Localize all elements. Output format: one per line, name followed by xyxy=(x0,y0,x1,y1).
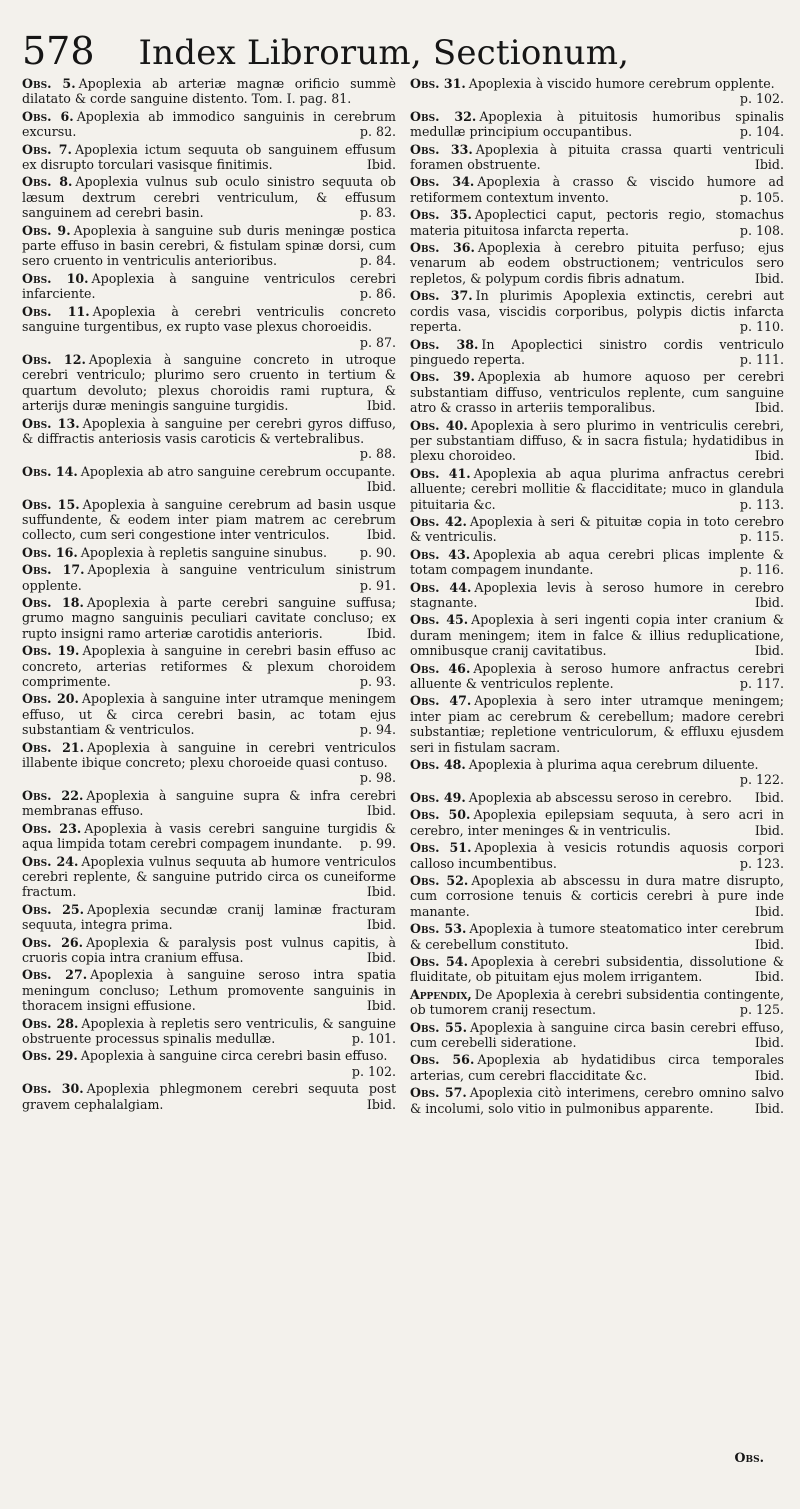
index-entry xyxy=(22,223,396,269)
entry-label: Obs. 38. xyxy=(410,336,479,352)
entry-text: Apoplexia à plurima aqua cerebrum diluente. xyxy=(468,757,759,773)
entry-label: Obs. 45. xyxy=(410,612,469,628)
entry-label: Obs. 40. xyxy=(410,417,468,433)
entry-label: Obs. 7. xyxy=(22,141,72,157)
entry-text: Apoplexia ab abscessu seroso in cerebro. xyxy=(468,789,732,805)
entry-page-ref: Ibid. xyxy=(366,803,396,819)
page-header xyxy=(22,14,784,73)
entry-text: De Apoplexia à cerebri subsidentia contingente, ob tumorem cranij resectum. xyxy=(410,986,784,1018)
index-entry xyxy=(22,1081,396,1112)
entry-label: Obs. 23. xyxy=(22,820,82,836)
entry-text: Apoplexia à parte cerebri sanguine suffusa; grumo magno sanguinis peculiari cavitate concluso; ex rupto insigni ramo arteriæ carotidis anterioris. xyxy=(22,595,396,641)
entry-label: Obs. 16. xyxy=(22,544,78,560)
index-entry xyxy=(22,76,396,107)
entry-page-ref: p. 101. xyxy=(351,1030,396,1046)
entry-text: Apoplexia ab abscessu in dura matre disrupto, cum corrosione tenuis & corticis cerebri à pure inde manante. xyxy=(410,872,784,919)
entry-label: Obs. 19. xyxy=(22,643,80,659)
entry-text: Apoplexia à sanguine supra & infra cerebri membranas effuso. xyxy=(22,787,396,819)
index-entry xyxy=(22,464,396,495)
entry-page-ref: p. 110. xyxy=(739,319,784,335)
entry-text: Apoplexia à cerebri ventriculis concreto sanguine turgentibus, ex rupto vase plexus choroeidis. xyxy=(22,303,396,335)
entry-text: Apoplexia à repletis sanguine sinubus. xyxy=(80,544,327,560)
index-entry xyxy=(410,1085,784,1116)
entry-page-ref: Ibid. xyxy=(754,1067,784,1083)
entry-page-ref: p. 122. xyxy=(739,772,784,788)
entry-text: Apoplexia à sanguine cerebrum ad basin usque suffundente, & eodem inter piam matrem ac cerebrum collecto, cum seri congestione inter ventriculos. xyxy=(22,496,396,543)
entry-text: Apoplexia levis à seroso humore in cerebro stagnante. xyxy=(410,579,784,610)
index-entry xyxy=(22,854,396,900)
index-entry xyxy=(410,207,784,238)
index-entry xyxy=(410,873,784,919)
entry-text: Apoplexia à vasis cerebri sanguine turgidis & aqua limpida totam cerebri compagem inundante. xyxy=(22,820,396,852)
entry-page-ref: Ibid. xyxy=(754,400,784,416)
index-entry xyxy=(22,109,396,140)
right-column xyxy=(410,76,784,1118)
index-entry xyxy=(22,1048,396,1079)
entry-label: Obs. 21. xyxy=(22,739,85,755)
entry-label: Obs. 25. xyxy=(22,901,85,917)
entry-text: Apoplexia à sanguine circa basin cerebri effuso, cum cerebelli sideratione. xyxy=(410,1019,784,1050)
entry-text: Apoplexia secundæ cranij laminæ fracturam sequuta, integra prima. xyxy=(22,901,396,933)
entry-page-ref: Ibid. xyxy=(366,884,396,900)
index-entry xyxy=(410,580,784,611)
entry-text: Apoplexia à tumore steatomatico inter cerebrum & cerebellum constituto. xyxy=(410,921,785,952)
entry-page-ref: p. 88. xyxy=(359,446,396,462)
entry-text: Apoplexia vulnus sub oculo sinistro sequuta ob læsum dextrum cerebri ventriculum, & effusum sanguinem ad cerebri basin. xyxy=(22,174,396,221)
entry-label: Obs. 5. xyxy=(22,76,76,91)
entry-label: Obs. 35. xyxy=(410,207,472,223)
entry-page-ref: p. 90. xyxy=(359,544,396,560)
entry-label: Obs. 54. xyxy=(410,953,468,969)
entry-page-ref: Ibid. xyxy=(366,157,396,173)
entry-label: Obs. 9. xyxy=(22,222,71,238)
entry-text: Apoplexia à sanguine ventriculum sinistrum opplente. xyxy=(22,562,396,593)
index-entry xyxy=(410,76,784,107)
index-entry xyxy=(22,821,396,852)
page-number: 578 xyxy=(22,29,95,73)
entry-text: Apoplexia ab arteriæ magnæ orificio summè dilatato & corde sanguine distento. Tom. I. pag. 81. xyxy=(22,76,396,107)
entry-label: Obs. 24. xyxy=(22,853,79,869)
entry-page-ref: p. 94. xyxy=(359,722,396,738)
entry-text: Apoplexia à seri ingenti copia inter cranium & duram meningem; item in falce & illius reduplicatione, omnibusque cranij cavitatibus. xyxy=(410,612,784,659)
entry-text: Apoplexia à viscido humore cerebrum opplente. xyxy=(468,76,775,91)
entry-page-ref: p. 82. xyxy=(359,124,396,140)
entry-label: Obs. 39. xyxy=(410,369,475,385)
entry-label: Obs. 51. xyxy=(410,840,472,856)
page-title: Index Librorum, Sectionum, xyxy=(138,33,630,73)
index-entry xyxy=(22,902,396,933)
entry-page-ref: Ibid. xyxy=(754,822,784,838)
entry-text: Apoplexia ab humore aquoso per cerebri substantiam diffuso, ventriculos replente, cum sanguine atro & crasso in arteriis temporalibus. xyxy=(410,369,784,416)
entry-text: Apoplexia à repletis sero ventriculis, & sanguine obstruente processus spinalis medullæ. xyxy=(22,1015,396,1046)
index-entry xyxy=(410,840,784,871)
entry-page-ref: Ibid. xyxy=(754,789,784,805)
entry-page-ref: p. 113. xyxy=(739,496,784,512)
index-entry xyxy=(410,1052,784,1083)
entry-label: Obs. 18. xyxy=(22,595,84,610)
entry-label: Appendix, xyxy=(410,986,472,1002)
entry-page-ref: p. 108. xyxy=(739,222,784,238)
index-entry xyxy=(410,418,784,464)
index-entry xyxy=(22,740,396,786)
entry-label: Obs. 52. xyxy=(410,872,469,888)
index-entry xyxy=(410,142,784,173)
entry-page-ref: p. 116. xyxy=(739,562,784,578)
entry-text: Apoplexia ab hydatidibus circa temporales arterias, cum cerebri flacciditate &c. xyxy=(410,1052,784,1083)
entry-text: Apoplexia ab aqua plurima anfractus cerebri alluente; cerebri mollitie & flacciditate; muco in glandula pituitaria &c. xyxy=(410,465,784,512)
entry-text: Apoplexia ab atro sanguine cerebrum occupante. xyxy=(80,463,396,479)
entry-page-ref: p. 91. xyxy=(359,577,396,593)
entry-page-ref: Ibid. xyxy=(366,917,396,933)
index-entry xyxy=(22,142,396,173)
index-entry xyxy=(22,352,396,414)
entry-text: Apoplexia à vesicis rotundis aquosis corpori calloso incumbentibus. xyxy=(410,840,784,871)
entry-text: Apoplectici caput, pectoris regio, stomachus materia pituitosa infarcta reperta. xyxy=(410,207,784,238)
entry-page-ref: Ibid. xyxy=(754,270,784,286)
entry-label: Obs. 15. xyxy=(22,496,80,512)
entry-label: Obs. 8. xyxy=(22,174,73,190)
entry-text: Apoplexia à seroso humore anfractus cerebri alluente & ventriculos replente. xyxy=(410,660,784,692)
index-entry xyxy=(22,174,396,220)
entry-label: Obs. 50. xyxy=(410,807,471,823)
index-entry xyxy=(22,497,396,543)
index-entry xyxy=(22,935,396,966)
entry-page-ref: Ibid. xyxy=(366,998,396,1014)
entry-page-ref: Ibid. xyxy=(366,1096,396,1112)
left-column xyxy=(22,76,396,1118)
entry-label: Obs. 12. xyxy=(22,351,86,367)
index-entry xyxy=(22,545,396,560)
entry-label: Obs. 57. xyxy=(410,1085,467,1101)
index-entry xyxy=(410,693,784,755)
entry-text: Apoplexia à cerebri subsidentia, dissolutione & fluiditate, ob pituitam ejus molem irrigantem. xyxy=(410,953,784,985)
entry-label: Obs. 36. xyxy=(410,240,475,256)
entry-text: Apoplexia & paralysis post vulnus capitis, à cruoris copia intra cranium effusa. xyxy=(22,934,396,965)
entry-page-ref: Ibid. xyxy=(754,595,784,610)
entry-page-ref: Ibid. xyxy=(366,398,396,414)
index-entry xyxy=(22,271,396,302)
entry-page-ref: p. 87. xyxy=(359,334,396,350)
entry-label: Obs. 47. xyxy=(410,693,472,709)
index-entry xyxy=(410,109,784,140)
entry-page-ref: p. 99. xyxy=(359,836,396,852)
entry-page-ref: p. 125. xyxy=(739,1002,784,1018)
entry-text: Apoplexia à pituitosis humoribus spinalis medullæ principium occupantibus. xyxy=(410,108,784,140)
index-entry xyxy=(410,921,784,952)
entry-page-ref: Ibid. xyxy=(366,949,396,965)
entry-text: Apoplexia ab aqua cerebri plicas implente & totam compagem inundante. xyxy=(410,546,784,578)
index-entry xyxy=(410,612,784,658)
entry-label: Obs. 48. xyxy=(410,757,466,773)
entry-page-ref: Ibid. xyxy=(754,1034,784,1050)
entry-label: Obs. 33. xyxy=(410,141,473,157)
entry-text: Apoplexia à sero inter utramque meningem; inter piam ac cerebrum & cerebellum; madore cerebri substantiæ; repletione ventriculorum, & effluxu ejusdem seri in fistulam sacram. xyxy=(410,693,784,755)
entry-page-ref: p. 86. xyxy=(359,286,396,302)
index-entry xyxy=(410,174,784,205)
entry-label: Obs. 53. xyxy=(410,921,467,937)
entry-text: Apoplexia vulnus sequuta ab humore ventriculos cerebri replente, & sanguine putrido circa os cuneiforme fractum. xyxy=(22,853,396,900)
entry-text: Apoplexia à seri & pituitæ copia in toto cerebro & ventriculis. xyxy=(410,513,784,545)
entry-page-ref: Ibid. xyxy=(754,448,784,464)
entry-page-ref: p. 123. xyxy=(739,855,784,871)
entry-page-ref: p. 102. xyxy=(739,91,784,107)
entry-label: Obs. 31. xyxy=(410,76,466,91)
entry-page-ref: Ibid. xyxy=(754,643,784,659)
entry-label: Obs. 22. xyxy=(22,787,84,803)
entry-page-ref: Ibid. xyxy=(366,479,396,495)
entry-label: Obs. 32. xyxy=(410,108,477,124)
index-entry xyxy=(410,807,784,838)
entry-text: Apoplexia à sanguine per cerebri gyros diffuso, & diffractis anteriosis vasis caroticis & vertebralibus. xyxy=(22,415,396,446)
entry-page-ref: Ibid. xyxy=(754,969,784,985)
entry-page-ref: p. 111. xyxy=(739,351,784,367)
entry-label: Obs. 28. xyxy=(22,1015,79,1031)
entry-label: Obs. 37. xyxy=(410,288,473,304)
entry-text: Apoplexia à pituita crassa quarti ventriculi foramen obstruente. xyxy=(410,141,784,173)
index-entry xyxy=(22,967,396,1013)
entry-text: Apoplexia à cerebro pituita perfuso; ejus venarum ab eodem obstructionem; ventriculos sero repletos, & polypum cordis fibris adnatum. xyxy=(410,240,784,286)
entry-text: Apoplexia à sanguine circa cerebri basin effuso. xyxy=(80,1048,388,1064)
entry-text: Apoplexia à sanguine seroso intra spatia meningum concluso; Lethum promovente sanguinis in thoracem insigni effusione. xyxy=(22,967,396,1014)
index-columns xyxy=(22,76,784,1118)
index-entry xyxy=(410,661,784,692)
entry-page-ref: Ibid. xyxy=(754,936,784,952)
entry-text: Apoplexia à sanguine ventriculos cerebri infarciente. xyxy=(22,270,396,302)
entry-text: Apoplexia à sanguine inter utramque meningem effuso, ut & circa cerebri basin, ac totam ejus substantiam & ventriculos. xyxy=(22,691,396,738)
entry-label: Obs. 20. xyxy=(22,691,79,707)
index-entry xyxy=(22,1016,396,1047)
index-entry xyxy=(410,240,784,286)
index-entry xyxy=(22,643,396,689)
entry-text: Apoplexia à sanguine in cerebri ventriculos illabente ibique concreto; plexu choroeide quasi contuso. xyxy=(22,739,396,771)
entry-label: Obs. 56. xyxy=(410,1052,475,1068)
index-entry xyxy=(410,288,784,334)
entry-text: In plurimis Apoplexia extinctis, cerebri aut cordis vasa, viscidis corporibus, polypis dictis infarcta reperta. xyxy=(410,288,784,335)
entry-page-ref: Ibid. xyxy=(754,1100,784,1116)
entry-text: Apoplexia à sanguine sub duris meningæ postica parte effuso in basin cerebri, & fistulam spinæ dorsi, cum sero cruento in ventriculis anterioribus. xyxy=(22,222,396,269)
entry-label: Obs. 41. xyxy=(410,465,471,481)
index-entry xyxy=(22,562,396,593)
entry-page-ref: Ibid. xyxy=(366,625,396,641)
index-entry xyxy=(22,416,396,462)
entry-label: Obs. 13. xyxy=(22,415,80,431)
entry-label: Obs. 42. xyxy=(410,513,467,529)
index-entry xyxy=(410,1020,784,1051)
entry-label: Obs. 30. xyxy=(22,1081,84,1097)
entry-label: Obs. 11. xyxy=(22,303,90,319)
entry-page-ref: Ibid. xyxy=(754,903,784,919)
index-entry xyxy=(410,514,784,545)
entry-label: Obs. 49. xyxy=(410,789,466,805)
entry-label: Obs. 10. xyxy=(22,270,89,286)
entry-label: Obs. 14. xyxy=(22,463,78,479)
index-entry xyxy=(22,788,396,819)
entry-page-ref: p. 115. xyxy=(739,529,784,545)
entry-label: Obs. 46. xyxy=(410,660,471,676)
entry-label: Obs. 44. xyxy=(410,579,472,595)
entry-text: Apoplexia epilepsiam sequuta, à sero acri in cerebro, inter meninges & in ventriculis. xyxy=(410,807,784,838)
entry-text: Apoplexia à sanguine in cerebri basin effuso ac concreto, arterias retiformes & plexum choroidem comprimente. xyxy=(22,643,396,690)
entry-label: Obs. 43. xyxy=(410,546,471,562)
index-entry xyxy=(22,691,396,737)
entry-text: Apoplexia phlegmonem cerebri sequuta post gravem cephalalgiam. xyxy=(22,1081,396,1112)
index-entry xyxy=(410,369,784,415)
entry-page-ref: p. 105. xyxy=(739,189,784,205)
index-entry xyxy=(22,304,396,350)
entry-page-ref: p. 117. xyxy=(739,676,784,692)
entry-text: Apoplexia ictum sequuta ob sanguinem effusum ex disrupto torculari vasisque finitimis. xyxy=(22,141,396,173)
entry-label: Obs. 55. xyxy=(410,1019,467,1035)
entry-page-ref: Ibid. xyxy=(366,527,396,543)
entry-page-ref: p. 93. xyxy=(359,674,396,690)
entry-page-ref: p. 98. xyxy=(359,770,396,786)
index-entry xyxy=(410,547,784,578)
index-entry xyxy=(410,954,784,985)
entry-page-ref: p. 83. xyxy=(359,205,396,221)
entry-text: Apoplexia à crasso & viscido humore ad retiformem contextum invento. xyxy=(410,174,784,205)
entry-page-ref: p. 84. xyxy=(359,253,396,269)
entry-page-ref: Ibid. xyxy=(754,157,784,173)
entry-label: Obs. 34. xyxy=(410,174,475,190)
index-entry xyxy=(410,337,784,368)
entry-page-ref: p. 104. xyxy=(739,124,784,140)
index-entry xyxy=(410,757,784,788)
entry-label: Obs. 6. xyxy=(22,108,74,124)
entry-label: Obs. 17. xyxy=(22,562,85,578)
catchword: Obs. xyxy=(734,1450,764,1465)
index-entry xyxy=(410,466,784,512)
entry-text: Apoplexia à sero plurimo in ventriculis cerebri, per substantiam diffuso, & in sacra fistula; hydatidibus in plexu choroideo. xyxy=(410,417,784,464)
entry-label: Obs. 26. xyxy=(22,934,84,950)
entry-label: Obs. 27. xyxy=(22,967,88,983)
entry-text: Apoplexia ab immodico sanguinis in cerebrum excursu. xyxy=(22,108,396,140)
entry-page-ref: p. 102. xyxy=(351,1063,396,1079)
entry-text: Apoplexia citò interimens, cerebro omnino salvo & incolumi, solo vitio in pulmonibus apparente. xyxy=(410,1085,784,1116)
index-entry xyxy=(410,790,784,805)
entry-text: Apoplexia à sanguine concreto in utroque cerebri ventriculo; plurimo sero cruento in tertium & quartum devoluto; plexus choroidis rami ruptura, & arterijs duræ meningis sanguine turgidis. xyxy=(22,351,396,414)
entry-text: In Apoplectici sinistro cordis ventriculo pinguedo reperta. xyxy=(410,336,784,367)
entry-label: Obs. 29. xyxy=(22,1048,78,1064)
index-entry xyxy=(22,595,396,641)
index-entry xyxy=(410,987,784,1018)
